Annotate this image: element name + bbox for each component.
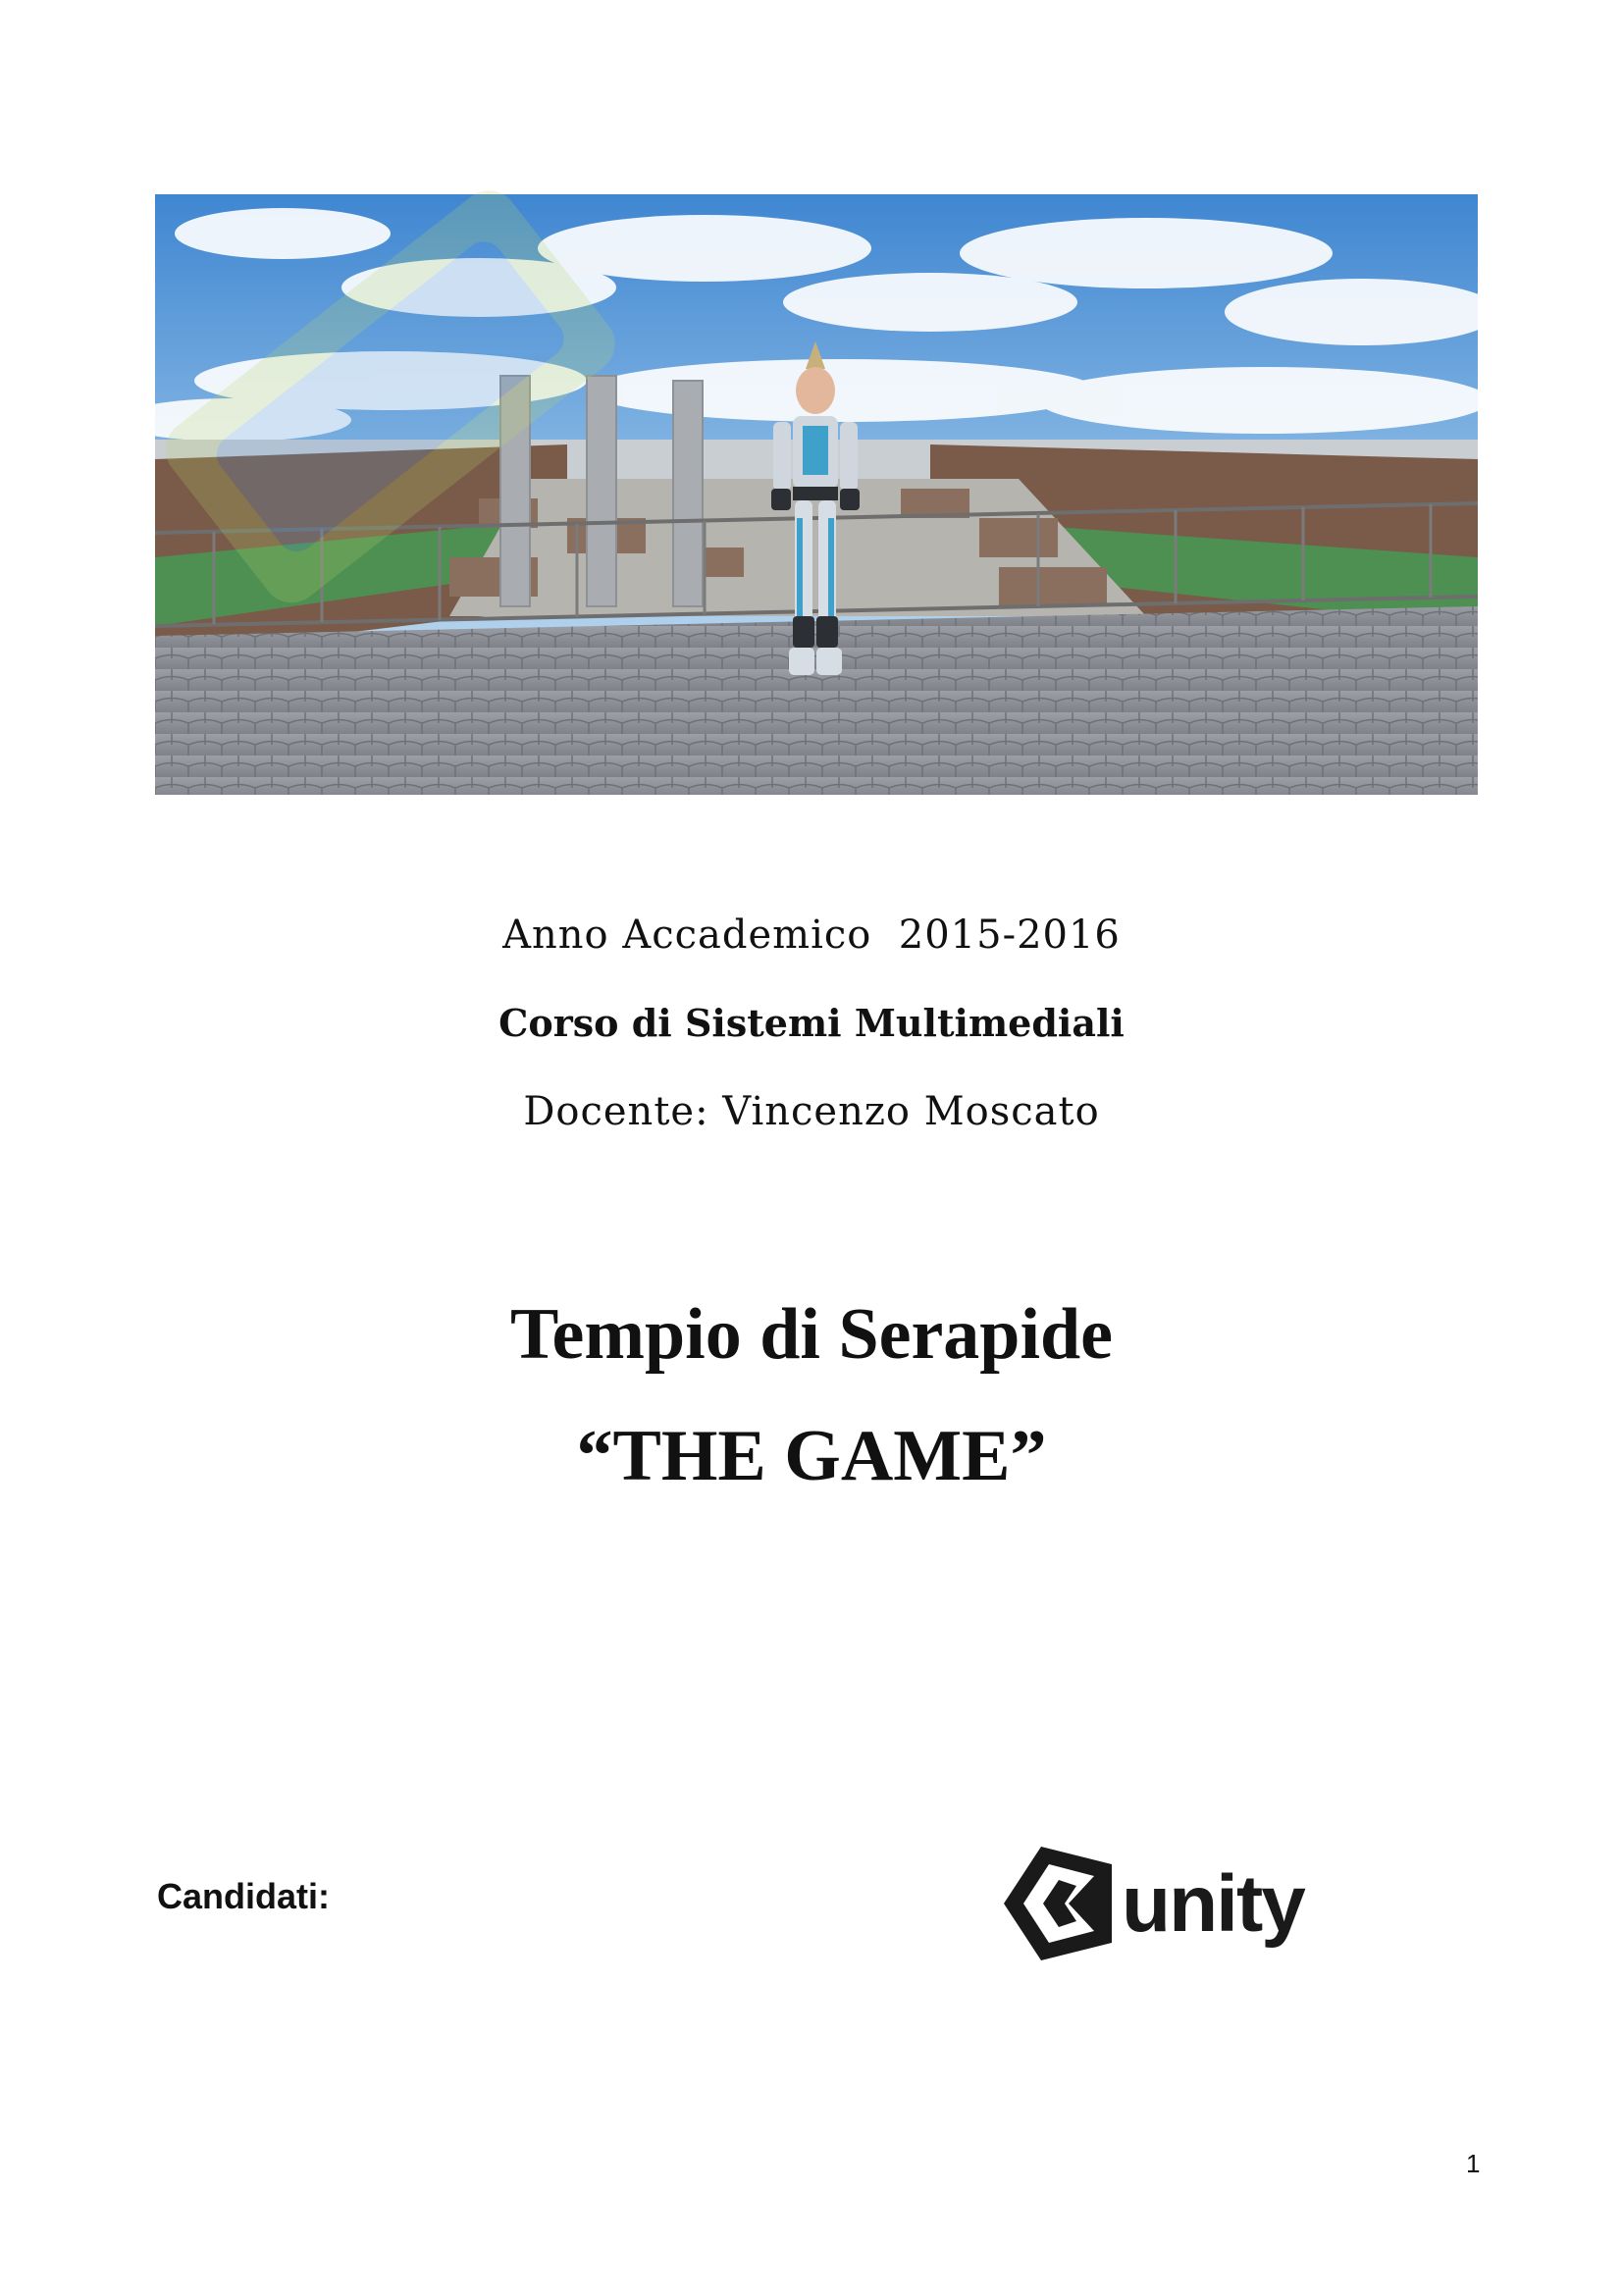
unity-logo bbox=[996, 1835, 1320, 1972]
candidates-label: Candidati: bbox=[157, 1876, 330, 1916]
document-title: Tempio di Serapide bbox=[509, 1294, 1114, 1375]
cover-screenshot bbox=[155, 194, 1478, 795]
unity-logo-text: unity bbox=[1122, 1859, 1304, 1949]
course-name: Corso di Sistemi Multimediali bbox=[498, 1001, 1125, 1045]
teacher-name: Docente: Vincenzo Moscato bbox=[523, 1089, 1100, 1134]
page-number: 1 bbox=[1466, 2149, 1481, 2178]
unity-cube-icon bbox=[1004, 1847, 1112, 1960]
document-subtitle: “THE GAME” bbox=[576, 1416, 1047, 1496]
academic-year: Anno Accademico 2015-2016 bbox=[502, 913, 1121, 958]
